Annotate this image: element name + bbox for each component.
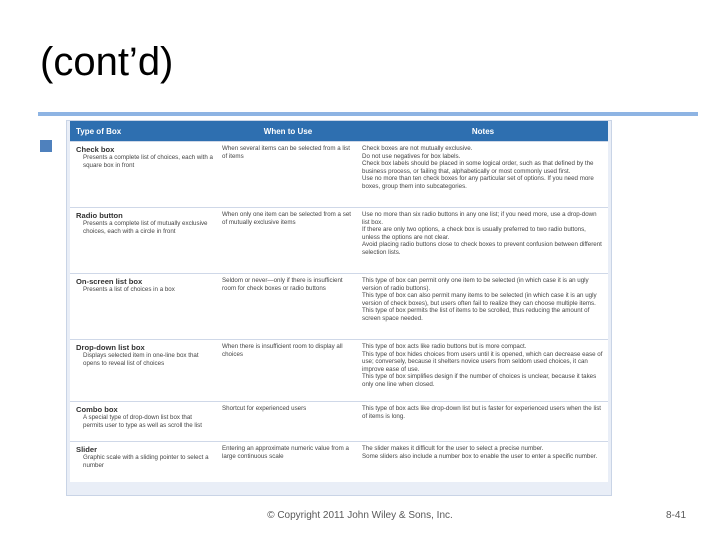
note-text: This type of box simplifies design if the number of choices is unclear, because it takes only one line when closed. — [362, 373, 597, 388]
slide-title: (cont’d) — [40, 40, 174, 84]
table-row — [70, 340, 608, 402]
type-cell — [70, 442, 218, 482]
title-underline-rule — [38, 112, 698, 116]
bullet-square-icon — [40, 140, 52, 152]
notes-cell — [358, 142, 608, 208]
when-to-use-cell: When several items can be selected from a list of items — [218, 142, 358, 208]
table-row — [70, 274, 608, 340]
when-to-use-cell: Entering an approximate numeric value from a large continuous scale — [218, 442, 358, 482]
type-cell — [70, 142, 218, 208]
table-row — [70, 208, 608, 274]
when-to-use-cell: Seldom or never—only if there is insufficient room for check boxes or radio buttons — [218, 274, 358, 340]
note-text: Use no more than six radio buttons in any one list; if you need more, use a drop-down list box. — [362, 211, 597, 226]
box-type-description: Graphic scale with a sliding pointer to select a number — [83, 454, 209, 469]
note-text: If there are only two options, a check box is usually preferred to two radio buttons, unless the options are not clear. — [362, 226, 586, 241]
box-type-name: Radio button — [76, 211, 123, 220]
header-when-to-use: When to Use — [218, 121, 358, 142]
header-notes: Notes — [358, 121, 608, 142]
table-row — [70, 442, 608, 482]
type-cell — [70, 340, 218, 402]
selection-box-types-table — [70, 121, 608, 482]
header-type-of-box: Type of Box — [70, 121, 218, 142]
notes-cell — [358, 442, 608, 482]
note-text: Do not use negatives for box labels. — [362, 152, 461, 160]
note-text: Check boxes are not mutually exclusive. — [362, 145, 473, 152]
slide-page-number: 8-41 — [665, 510, 686, 521]
note-text: This type of box can also permit many items to be selected (in which case it is an ugly version of check boxes), but users often fail to realize they can choose multiple items. — [362, 292, 597, 307]
notes-cell — [358, 340, 608, 402]
note-text: Avoid placing radio buttons close to check boxes to prevent confusion between different selection lists. — [362, 241, 602, 256]
notes-cell — [358, 402, 608, 442]
note-text: This type of box permits the list of items to be scrolled, thus reducing the amount of screen space needed. — [362, 307, 590, 322]
footer-copyright: © Copyright 2011 John Wiley & Sons, Inc. — [267, 510, 453, 521]
table-row — [70, 402, 608, 442]
box-type-name: Slider — [76, 445, 98, 454]
note-text: This type of box hides choices from users until it is opened, which can decrease ease of use; conversely, because it shelters novice users from seldom used choices, it can improve ease of use. — [362, 350, 603, 373]
table-row — [70, 142, 608, 208]
box-type-description: Presents a complete list of mutually exclusive choices, each with a circle in front — [83, 220, 208, 235]
box-type-description: A special type of drop-down list box that permits user to type as well as scroll the list — [83, 414, 202, 429]
note-text: Check box labels should be placed in some logical order, such as that defined by the business process, or failing that, alphabetically or most commonly used first. — [362, 160, 594, 175]
box-type-name: On-screen list box — [76, 277, 143, 286]
type-cell — [70, 274, 218, 340]
when-to-use-cell: When only one item can be selected from a set of mutually exclusive items — [218, 208, 358, 274]
box-type-description: Displays selected item in one-line box that opens to reveal list of choices — [83, 352, 199, 367]
table-header-row — [70, 121, 608, 142]
box-type-name: Drop-down list box — [76, 343, 145, 352]
note-text: Use no more than ten check boxes for any particular set of options. If you need more boxes, group them into subcategories. — [362, 175, 594, 190]
box-type-description: Presents a list of choices in a box — [83, 286, 175, 293]
note-text: The slider makes it difficult for the user to select a precise number. — [362, 445, 544, 452]
note-text: This type of box acts like radio buttons but is more compact. — [362, 343, 527, 350]
type-cell — [70, 402, 218, 442]
note-text: Some sliders also include a number box to enable the user to enter a specific number. — [362, 452, 598, 460]
note-text: This type of box can permit only one item to be selected (in which case it is an ugly version of radio buttons). — [362, 277, 589, 292]
when-to-use-cell: When there is insufficient room to display all choices — [218, 340, 358, 402]
type-cell — [70, 208, 218, 274]
when-to-use-cell: Shortcut for experienced users — [218, 402, 358, 442]
note-text: This type of box acts like drop-down list but is faster for experienced users when the list of items is long. — [362, 405, 602, 420]
box-type-name: Check box — [76, 145, 115, 154]
box-type-description: Presents a complete list of choices, each with a square box in front — [83, 154, 214, 169]
notes-cell — [358, 274, 608, 340]
notes-cell — [358, 208, 608, 274]
box-type-name: Combo box — [76, 405, 118, 414]
